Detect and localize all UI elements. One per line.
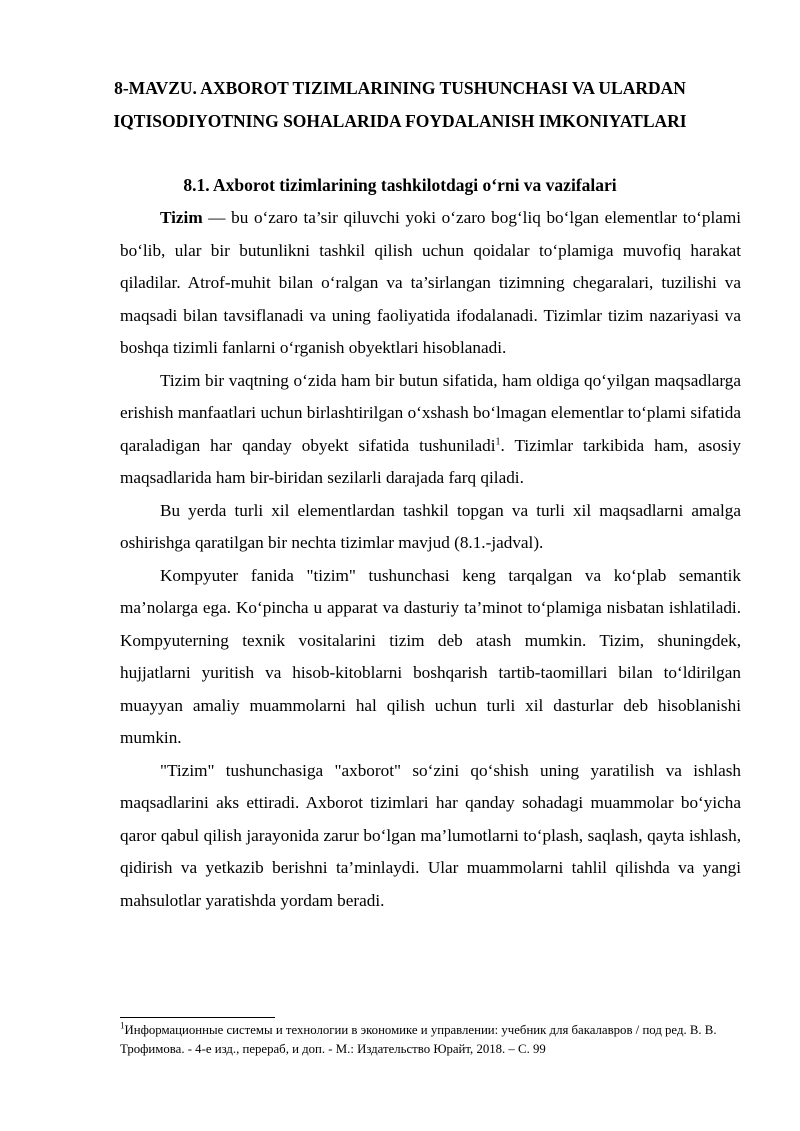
footnote-separator (120, 1017, 275, 1018)
section-title: 8.1. Axborot tizimlarining tashkilotdagi o‘rni va vazifalari (183, 175, 617, 195)
chapter-title (60, 72, 740, 138)
body-text (120, 202, 741, 917)
footnote-text: Информационные системы и технологии в экономике и управлении: учебник для бакалавров / под ред. В. В. Трофимова. - 4-е изд., перераб, и доп. - М.: Издательство Юрайт, 2018. – С. 99 (120, 1023, 717, 1056)
paragraph-1-text: — bu o‘zaro ta’sir qiluvchi yoki o‘zaro bog‘liq bo‘lgan elementlar to‘plami bo‘lib, ular bir butunlikni tashkil qilish uchun qoidalar to‘plamiga muvofiq harakat qiladilar. Atrof-muhit bilan o‘ralgan va ta’sirlangan tizimning chegaralari, tuzilishi va maqsadi bilan tavsiflanadi va uning faoliyatida ifodalanadi. Tizimlar tizim nazariyasi va boshqa tizimli fanlarni o‘rganish obyektlari hisoblanadi. (120, 208, 741, 357)
term-tizim: Tizim (160, 208, 203, 227)
chapter-title-line-1: 8-MAVZU. AXBOROT TIZIMLARINING TUSHUNCHASI VA ULARDAN (114, 78, 686, 98)
footnote-marker: 1 (120, 1020, 125, 1031)
chapter-title-line-2: IQTISODIYOTNING SOHALARIDA FOYDALANISH IMKONIYATLARI (113, 111, 687, 131)
paragraph-1 (120, 202, 741, 365)
paragraph-3: Bu yerda turli xil elementlardan tashkil topgan va turli xil maqsadlarni amalga oshirishga qaratilgan bir nechta tizimlar mavjud (8.1.-jadval). (120, 500, 741, 552)
footnote (120, 1021, 741, 1059)
footnote-reference[interactable]: 1 (495, 435, 501, 447)
paragraph-2 (120, 365, 741, 495)
paragraph-5: "Tizim" tushunchasiga "axborot" so‘zini qo‘shish uning yaratilish va ishlash maqsadlarini aks ettiradi. Axborot tizimlari har qanday sohadagi muammolar bo‘yicha qaror qabul qilish jarayonida zarur bo‘lgan ma’lumotlarni to‘plash, saqlash, qayta ishlash, qidirish va yetkazib berishni ta’minlaydi. Ular muammolarni tahlil qilishda va yangi mahsulotlar yaratishda yordam beradi. (120, 760, 741, 910)
paragraph-4: Kompyuter fanida "tizim" tushunchasi keng tarqalgan va ko‘plab semantik ma’nolarga ega. Ko‘pincha u apparat va dasturiy ta’minot to‘plamiga nisbatan ishlatiladi. Kompyuterning texnik vositalarini tizim deb atash mumkin. Tizim, shuningdek, hujjatlarni yuritish va hisob-kitoblarni boshqarish tartib-taomillari bilan to‘ldirilgan muayyan amaliy muammolarni hal qilish uchun turli xil dasturlar deb hisoblanishi mumkin. (120, 565, 741, 747)
paragraph-2-text-before: Tizim bir vaqtning o‘zida ham bir butun sifatida, ham oldiga qo‘yilgan maqsadlarga erishish manfaatlari uchun birlashtirilgan o‘xshash bo‘lmagan elementlar to‘plami sifatida qaraladigan har qanday obyekt sifatida tushuniladi (120, 370, 741, 455)
paragraph-2-text-after: . Tizimlar tarkibida ham, asosiy maqsadlarida ham bir-biridan sezilarli darajada farq qiladi. (120, 435, 741, 487)
